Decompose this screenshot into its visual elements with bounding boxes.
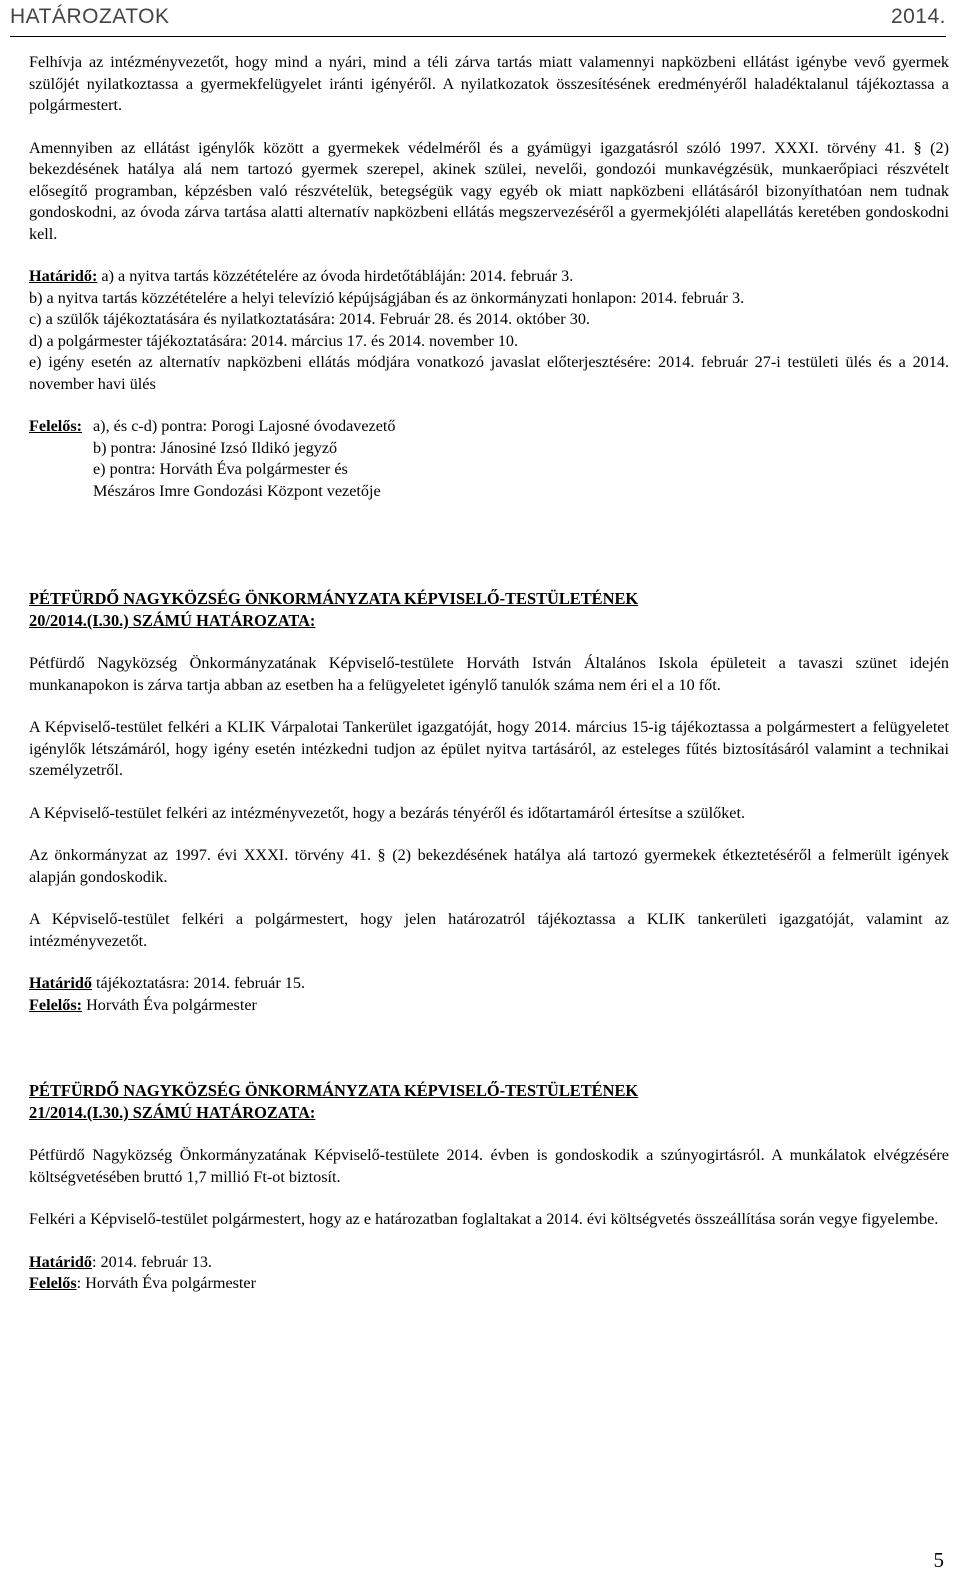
responsible-block	[29, 416, 949, 502]
responsible-list	[93, 416, 396, 502]
header-year: 2014.	[890, 5, 946, 28]
deadline-label: Határidő:	[29, 267, 98, 285]
paragraph: Amennyiben az ellátást igénylők között a gyermekek védelméről és a gyámügyi igazgatásról szóló 1997. XXXI. törvény 41. § (2) bekezdésének hatálya alá nem tartozó gyermek szerepel, akinek szülei, nevelői, gondozói munkavégzésük, munkaerőpiaci részvételt elősegítő programban, képzésben való részvételük, betegségük vagy egyéb ok miatt napközbeni ellátásáról bizonyíthatóan nem tudnak gondoskodni, az óvoda zárva tartása alatti alternatív napközbeni ellátás megszervezéséről a gyermekjóléti alapellátás keretében gondoskodni kell.	[29, 138, 949, 243]
deadline-text: tájékoztatásra: 2014. február 15.	[91, 974, 305, 992]
responsible-line: a), és c-d) pontra: Porogi Lajosné óvodavezető	[93, 417, 396, 435]
deadline-line: c) a szülők tájékoztatására és nyilatkoztatására: 2014. Február 28. és 2014. október 30.	[29, 310, 590, 328]
paragraph: Pétfürdő Nagyközség Önkormányzatának Képviselő-testülete Horváth István Általános Iskola épületeit a tavaszi szünet idején munkanapokon is zárva tartja abban az esetben ha a felügyeletet igénylő tanulók száma nem éri el a 10 főt.	[29, 654, 949, 694]
deadline-line: e) igény esetén az alternatív napközbeni ellátás módjára vonatkozó javaslat előterjesztésére: 2014. február 27-i testületi ülés és a 2014. november havi ülés	[29, 353, 949, 393]
responsible-line	[29, 1273, 949, 1295]
resolution-number: 20/2014.(I.30.) SZÁMÚ HATÁROZATA:	[29, 611, 316, 630]
deadline-label: Határidő	[29, 974, 92, 992]
responsible-text: Horváth Éva polgármester	[82, 995, 257, 1014]
deadline-label: Határidő	[29, 1252, 92, 1271]
page-number: 5	[933, 1548, 944, 1572]
responsible-text: : Horváth Éva polgármester	[76, 1274, 257, 1292]
deadline-text: a) a nyitva tartás közzétételére az óvoda hirdetőtábláján: 2014. február 3.	[97, 267, 574, 285]
deadline-line	[29, 973, 949, 995]
responsible-label: Felelős:	[29, 995, 83, 1014]
paragraph: A Képviselő-testület felkéri az intézményvezetőt, hogy a bezárás tényéről és időtartamáról értesítse a szülőket.	[29, 803, 746, 822]
responsible-line: b) pontra: Jánosiné Izsó Ildikó jegyző	[93, 438, 338, 457]
responsible-label: Felelős:	[29, 417, 83, 435]
resolution-heading: PÉTFÜRDŐ NAGYKÖZSÉG ÖNKORMÁNYZATA KÉPVISELŐ-TESTÜLETÉNEK	[29, 589, 639, 608]
paragraph: A Képviselő-testület felkéri a KLIK Várpalotai Tankerület igazgatóját, hogy 2014. március 15-ig tájékoztassa a polgármestert a felügyeletet igénylők létszámáról, hogy igény esetén intézkedni tudjon az épület nyitva tartásáról, az esteleges fűtés biztosításáról valamint a technikai személyzetről.	[29, 718, 949, 779]
deadline-line: b) a nyitva tartás közzétételére a helyi televízió képújságjában és az önkormányzati honlapon: 2014. február 3.	[29, 288, 745, 307]
resolution-number: 21/2014.(I.30.) SZÁMÚ HATÁROZATA:	[29, 1103, 316, 1122]
paragraph: A Képviselő-testület felkéri a polgármestert, hogy jelen határozatról tájékoztassa a KLIK tankerületi igazgatóját, valamint az intézményvezetőt.	[29, 910, 949, 950]
page-header	[10, 2, 946, 37]
responsible-label: Felelős	[29, 1274, 77, 1292]
resolution-heading: PÉTFÜRDŐ NAGYKÖZSÉG ÖNKORMÁNYZATA KÉPVISELŐ-TESTÜLETÉNEK	[29, 1081, 639, 1100]
deadline-line	[29, 1252, 949, 1274]
responsible-line: Mészáros Imre Gondozási Központ vezetője	[93, 481, 381, 500]
deadline-line: d) a polgármester tájékoztatására: 2014. március 17. és 2014. november 10.	[29, 331, 519, 350]
paragraph: Felhívja az intézményvezetőt, hogy mind a nyári, mind a téli zárva tartás miatt valamennyi napközbeni ellátást igénybe vevő gyermek szülőjét nyilatkoztassa a gyermekfelügyelet iránti igényéről. A nyilatkozatok összesítésének eredményéről haladéktalanul tájékoztassa a polgármestert.	[29, 53, 949, 114]
paragraph: Az önkormányzat az 1997. évi XXXI. törvény 41. § (2) bekezdésének hatálya alá tartozó gyermekek étkeztetéséről a felmerült igények alapján gondoskodik.	[29, 846, 949, 886]
document-body	[29, 52, 949, 1295]
deadline-text: : 2014. február 13.	[91, 1252, 212, 1271]
deadline-line	[29, 266, 949, 288]
paragraph: Felkéri a Képviselő-testület polgármestert, hogy az e határozatban foglaltakat a 2014. évi költségvetés összeállítása során vegye figyelembe.	[29, 1210, 939, 1228]
header-title: HATÁROZATOK	[10, 5, 170, 28]
responsible-line	[29, 995, 949, 1017]
responsible-line: e) pontra: Horváth Éva polgármester és	[93, 460, 348, 478]
paragraph: Pétfürdő Nagyközség Önkormányzatának Képviselő-testülete 2014. évben is gondoskodik a szúnyogirtásról. A munkálatok elvégzésére költségvetésében bruttó 1,7 millió Ft-ot biztosít.	[29, 1146, 949, 1186]
